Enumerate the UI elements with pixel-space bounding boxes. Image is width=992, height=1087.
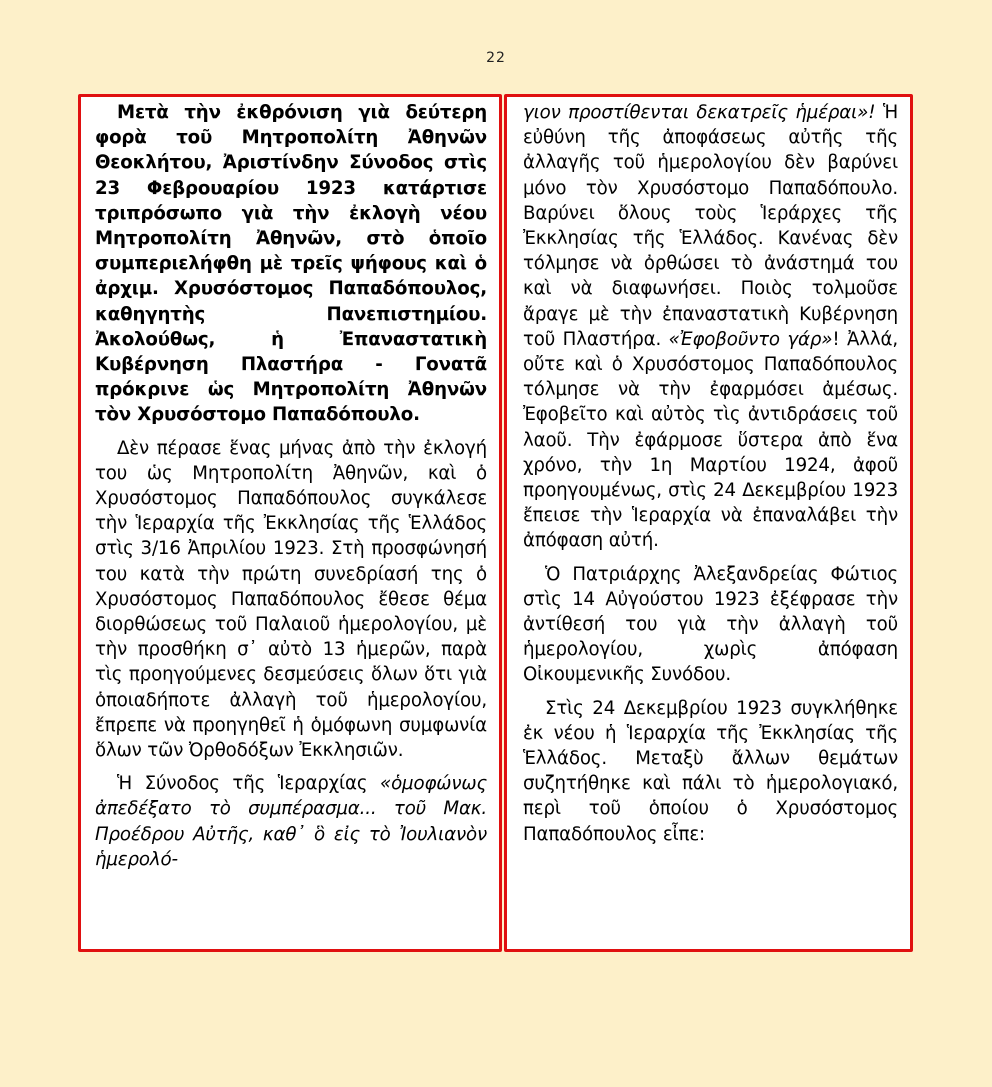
left-text-column — [78, 94, 502, 952]
right-paragraph-1 — [523, 100, 898, 554]
right-paragraph-2: Ὁ Πατριάρχης Ἀλεξανδρείας Φώτιος στὶς 14 Αὐγούστου 1923 ἐξέφρασε τὴν ἀντίθεσή του γιὰ τὴν ἀλλαγὴ τοῦ ἡμερολογίου, χωρὶς ἀπόφαση Οἰκουμενικῆς Συνόδου. — [523, 563, 898, 686]
left-paragraph-1: Μετὰ τὴν ἐκθρόνιση γιὰ δεύτερη φορὰ τοῦ Μητροπολίτη Ἀθηνῶν Θεοκλήτου, Ἀριστίνδην Σύνοδος στὶς 23 Φεβρουαρίου 1923 κατάρτισε τριπρόσωπο γιὰ τὴν ἐκλογὴ νέου Μητροπολίτη Ἀθηνῶν, στὸ ὁποῖο συμπεριελήφθη μὲ τρεῖς ψήφους καὶ ὁ ἀρχιμ. Χρυσόστομος Παπαδόπουλος, καθηγητὴς Πανεπιστημίου. Ἀκολούθως, ἡ Ἐπαναστατικὴ Κυβέρνηση Πλαστήρα - Γονατᾶ πρόκρινε ὡς Μητροπολίτη Ἀθηνῶν τὸν Χρυσόστομο Παπαδόπουλο. — [95, 102, 487, 426]
right-paragraph-1-text: Ἡ εὐθύνη τῆς ἀποφάσεως αὐτῆς τῆς ἀλλαγῆς τοῦ ἡμερολογίου δὲν βαρύνει μόνο τὸν Χρυσόστομο Παπαδόπουλο. Βαρύνει ὅλους τοὺς Ἱεράρχες τῆς Ἐκκλησίας τῆς Ἑλλάδος. Κανένας δὲν τόλμησε νὰ ὀρθώσει τὸ ἀνάστημά του καὶ νὰ διαφωνήσει. Ποιὸς τολμοῦσε ἄραγε μὲ τὴν ἐπαναστατικὴ Κυβέρνηση τοῦ Πλαστήρα. — [523, 102, 898, 350]
page-number: 22 — [486, 50, 506, 66]
right-paragraph-1-quote-2: «Ἐφοβοῦντο γάρ» — [668, 328, 833, 350]
left-paragraph-3-quote: «ὁμοφώνως ἀπεδέξατο τὸ συμπέρασμα... τοῦ Μακ. Προέδρου Αὐτῆς, καθ᾽ ὃ εἰς τὸ Ἰουλιανὸν ἡμερολό- — [95, 773, 487, 870]
right-paragraph-3: Στὶς 24 Δεκεμβρίου 1923 συγκλήθηκε ἐκ νέου ἡ Ἱεραρχία τῆς Ἐκκλησίας τῆς Ἑλλάδος. Μεταξὺ ἄλλων θεμάτων συζητήθηκε καὶ πάλι τὸ ἡμερολογιακό, περὶ τοῦ ὁποίου ὁ Χρυσόστομος Παπαδόπουλος εἶπε: — [523, 697, 898, 845]
left-paragraph-3-text: Ἡ Σύνοδος τῆς Ἱεραρχίας — [117, 773, 380, 795]
right-paragraph-1-quote: γιον προστίθενται δεκατρεῖς ἡμέραι»! — [523, 102, 876, 123]
left-paragraph-2: Δὲν πέρασε ἕνας μήνας ἀπὸ τὴν ἐκλογή του ὡς Μητροπολίτη Ἀθηνῶν, καὶ ὁ Χρυσόστομος Παπαδόπουλος συγκάλεσε τὴν Ἱεραρχία τῆς Ἐκκλησίας τῆς Ἑλλάδος στὶς 3/16 Ἀπριλίου 1923. Στὴ προσφώνησή του κατὰ τὴν πρώτη συνεδρίασή της ὁ Χρυσόστομος Παπαδόπουλος ἔθεσε θέμα διορθώσεως τοῦ Παλαιοῦ ἡμερολογίου, μὲ τὴν προσθήκη σ᾽ αὐτὸ 13 ἡμερῶν, παρὰ τὶς προηγούμενες δεσμεύσεις ὅλων ὅτι γιὰ ὁποιαδήποτε ἀλλαγὴ τοῦ ἡμερολογίου, ἔπρεπε νὰ προηγηθεῖ ἡ ὁμόφωνη συμφωνία ὅλων τῶν Ὀρθοδόξων Ἐκκλησιῶν. — [95, 437, 487, 762]
right-text-column — [504, 94, 913, 952]
left-paragraph-3 — [95, 771, 487, 872]
right-paragraph-1-text-2: ! Ἀλλά, οὔτε καὶ ὁ Χρυσόστομος Παπαδόπουλος τόλμησε νὰ τὴν ἐφαρμόσει ἀμέσως. Ἐφοβεῖτο καὶ αὐτὸς τὶς ἀντιδράσεις τοῦ λαοῦ. Τὴν ἐφάρμοσε ὕστερα ἀπὸ ἕνα χρόνο, τὴν 1η Μαρτίου 1924, ἀφοῦ προηγουμένως, στὶς 24 Δεκεμβρίου 1923 ἔπεισε τὴν Ἱεραρχία νὰ ἐπαναλάβει τὴν ἀπόφαση αὐτή. — [523, 328, 898, 552]
